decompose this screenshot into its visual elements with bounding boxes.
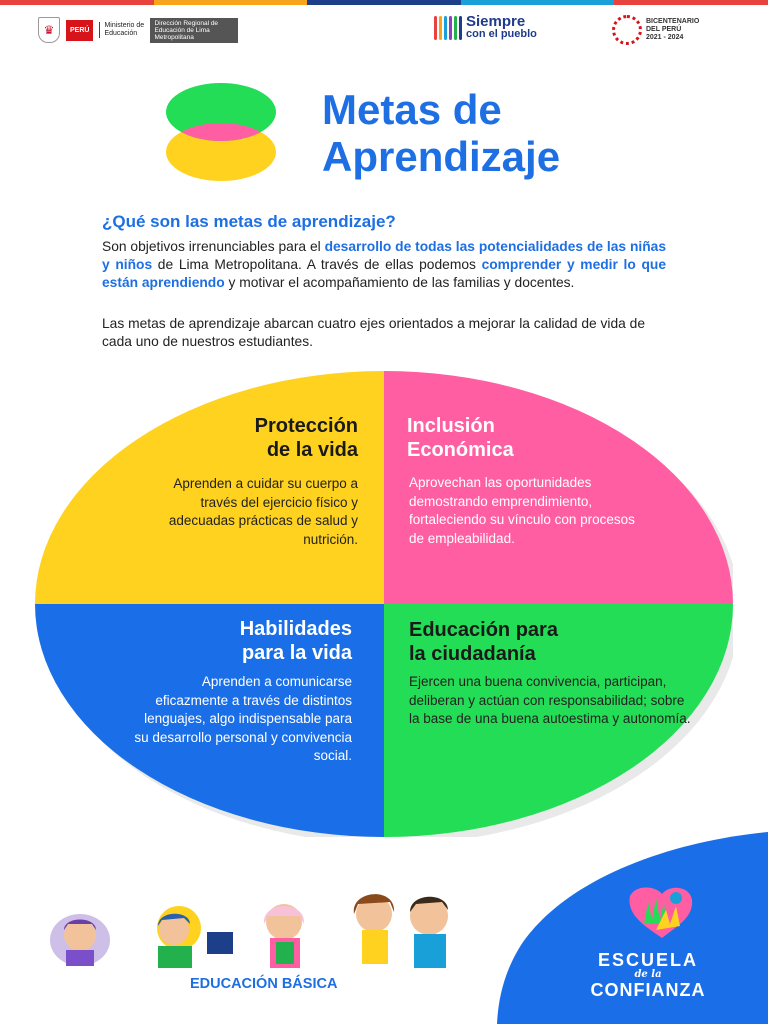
bicentenario-logo [612, 15, 699, 45]
q4-title-line2: la ciudadanía [409, 643, 536, 665]
quadrant-1-text: Aprenden a cuidar su cuerpo a través del ejercicio físico y adecuadas prácticas de salud y nutrición. [168, 476, 358, 547]
venn-icon [165, 82, 279, 182]
quadrant-3-text: Aprenden a comunicarse eficazmente a través de distintos lenguajes, algo indispensable para su desarrollo personal y convivencia social. [134, 674, 352, 763]
quadrant-3-title [240, 617, 352, 665]
q3-title-line1: Habilidades [239, 618, 352, 640]
siempre-logo [434, 15, 537, 41]
slogan-line2: con el pueblo [466, 28, 537, 40]
drelm-label: Dirección Regional de Educación de Lima Metropolitana [150, 18, 238, 43]
p1-highlight-1: desarrollo de todas las potencialidades de las niñas y niños [102, 239, 666, 272]
child-2-icon [157, 906, 233, 968]
bicentenario-line3: 2021 - 2024 [646, 34, 684, 41]
escuela-hands-icon [626, 884, 696, 942]
bicentenario-icon [612, 15, 642, 45]
peru-label: PERÚ [66, 20, 93, 41]
intro-paragraph-1 [102, 238, 666, 292]
q2-title-line1: Inclusión [407, 415, 495, 437]
header [0, 5, 768, 55]
quadrant-2-text: Aprovechan las oportunidades demostrando emprendimiento, fortaleciendo su vínculo con procesos de empleabilidad. [409, 475, 635, 546]
escuela-confianza-logo [588, 950, 708, 1000]
quadrant-4-title [409, 618, 558, 666]
p1-text-b: de Lima Metropolitana. A través de ellas podemos [152, 257, 482, 272]
slogan-line1: Siempre [466, 13, 526, 30]
escuela-line1: ESCUELA [597, 950, 698, 970]
child-4-icon [354, 894, 394, 964]
q2-title-line2: Económica [407, 439, 514, 461]
minedu-logo [38, 17, 238, 43]
p1-text-c: y motivar el acompañamiento de las familias y docentes. [224, 275, 575, 290]
children-illustration [44, 880, 474, 970]
quadrant-2-title [407, 414, 514, 462]
title-line2: Aprendizaje [322, 133, 561, 180]
page-title [322, 86, 560, 180]
q1-title-line1: Protección [254, 415, 358, 437]
q1-title-line2: de la vida [266, 439, 358, 461]
child-1-icon [50, 914, 110, 966]
bicentenario-line2: DEL PERÚ [646, 26, 682, 33]
siempre-bars-icon [434, 16, 462, 40]
q4-title-line1: Educación para [409, 619, 558, 641]
intro-paragraph-2: Las metas de aprendizaje abarcan cuatro ejes orientados a mejorar la calidad de vida de cada uno de nuestros estudiantes. [102, 316, 646, 349]
quadrant-4-text: Ejercen una buena convivencia, participan, deliberan y actúan con responsabilidad; sobre la base de una buena autoestima y autonomía. [409, 674, 691, 726]
peru-shield-icon: ♛ [38, 17, 60, 43]
child-5-icon [410, 897, 448, 968]
p1-highlight-2: comprender y medir lo que están aprendiendo [102, 257, 667, 290]
title-line1: Metas de [322, 86, 502, 133]
quadrant-ellipse [35, 371, 733, 837]
p1-text-a: Son objetivos irrenunciables para el [102, 239, 325, 254]
escuela-line2: de la [634, 969, 662, 980]
quadrant-1-title [255, 414, 358, 462]
intro-question: ¿Qué son las metas de aprendizaje? [102, 212, 396, 231]
escuela-line3: CONFIANZA [590, 980, 706, 1000]
bicentenario-line1: BICENTENARIO [646, 18, 700, 25]
q3-title-line2: para la vida [241, 642, 352, 664]
educacion-basica-label: EDUCACIÓN BÁSICA [190, 976, 338, 992]
child-3-icon [264, 904, 304, 968]
ministry-label: Ministerio de Educación [99, 22, 144, 38]
